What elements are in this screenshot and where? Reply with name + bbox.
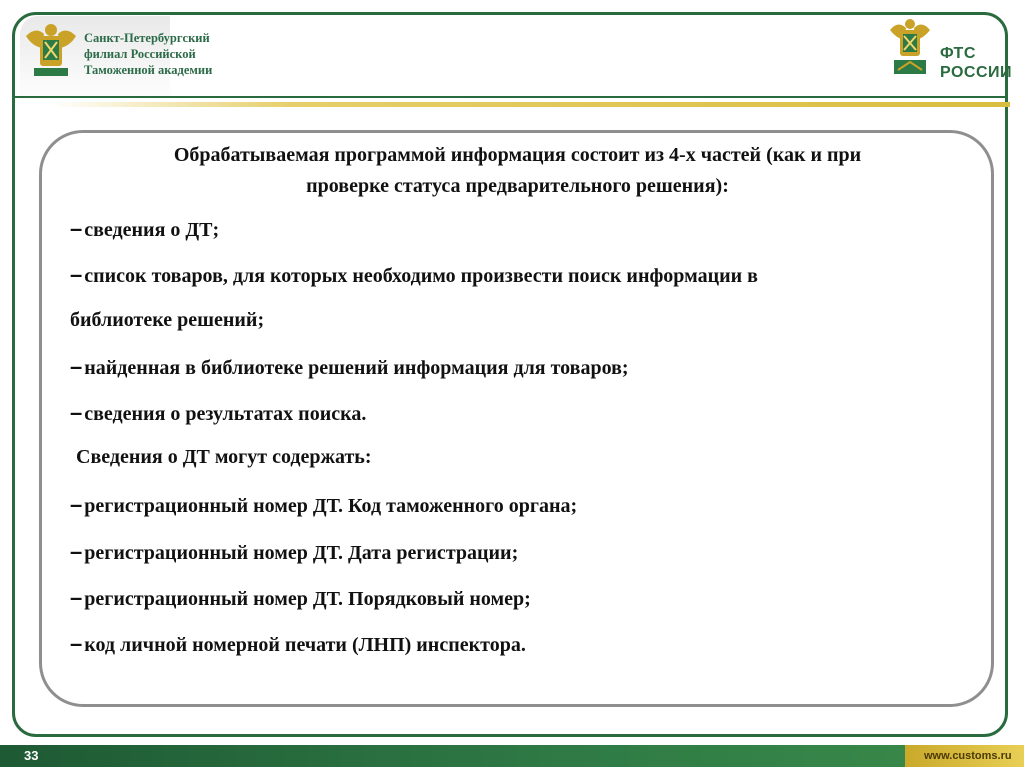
item-text: список товаров, для которых необходимо произвести поиск информации в — [84, 265, 758, 287]
academy-line-3: Таможенной академии — [84, 63, 213, 77]
bullet-dash: – — [70, 400, 83, 425]
item-text: код личной номерной печати (ЛНП) инспектора. — [84, 634, 526, 656]
intro-line-1: Обрабатываемая программой информация состоит из 4-х частей (как и при — [173, 144, 862, 166]
fts-line-1: ФТС — [940, 45, 976, 62]
bullet-dash: – — [70, 585, 83, 610]
fts-line-2: РОССИИ — [940, 64, 1013, 81]
list-item-continuation: библиотеке решений; — [70, 309, 265, 331]
item-text: сведения о результатах поиска. — [84, 403, 367, 425]
header-gold-stripe — [50, 102, 1010, 107]
item-text: регистрационный номер ДТ. Код таможенного органа; — [84, 495, 578, 517]
bullet-dash: – — [70, 539, 83, 564]
subheading: Сведения о ДТ могут содержать: — [76, 446, 372, 468]
list-item — [70, 354, 629, 380]
bullet-dash: – — [70, 262, 83, 287]
list-item — [70, 539, 518, 565]
academy-line-2: филиал Российской — [84, 47, 196, 61]
list-item — [70, 631, 526, 657]
footer-bar — [0, 745, 1024, 767]
item-text: регистрационный номер ДТ. Дата регистрации; — [84, 542, 519, 564]
list-item — [70, 262, 758, 288]
list-item — [70, 492, 577, 518]
customs-emblem-icon — [22, 18, 80, 80]
page-number: 33 — [24, 748, 39, 763]
item-text: сведения о ДТ; — [84, 219, 220, 241]
fts-label — [940, 44, 1012, 82]
fts-emblem-icon — [888, 16, 932, 80]
bullet-dash: – — [70, 216, 83, 241]
intro-line-2: проверке статуса предварительного решения): — [306, 175, 729, 197]
academy-name — [84, 30, 254, 78]
academy-line-1: Санкт-Петербургский — [84, 31, 210, 45]
list-item — [70, 216, 219, 242]
bullet-dash: – — [70, 631, 83, 656]
item-text: регистрационный номер ДТ. Порядковый номер; — [84, 588, 531, 610]
header-divider — [15, 96, 1008, 98]
bullet-dash: – — [70, 354, 83, 379]
list-item — [70, 585, 531, 611]
list-item — [70, 400, 366, 426]
bullet-dash: – — [70, 492, 83, 517]
item-text: найденная в библиотеке решений информация для товаров; — [84, 357, 629, 379]
website-link[interactable]: www.customs.ru — [924, 750, 1012, 762]
